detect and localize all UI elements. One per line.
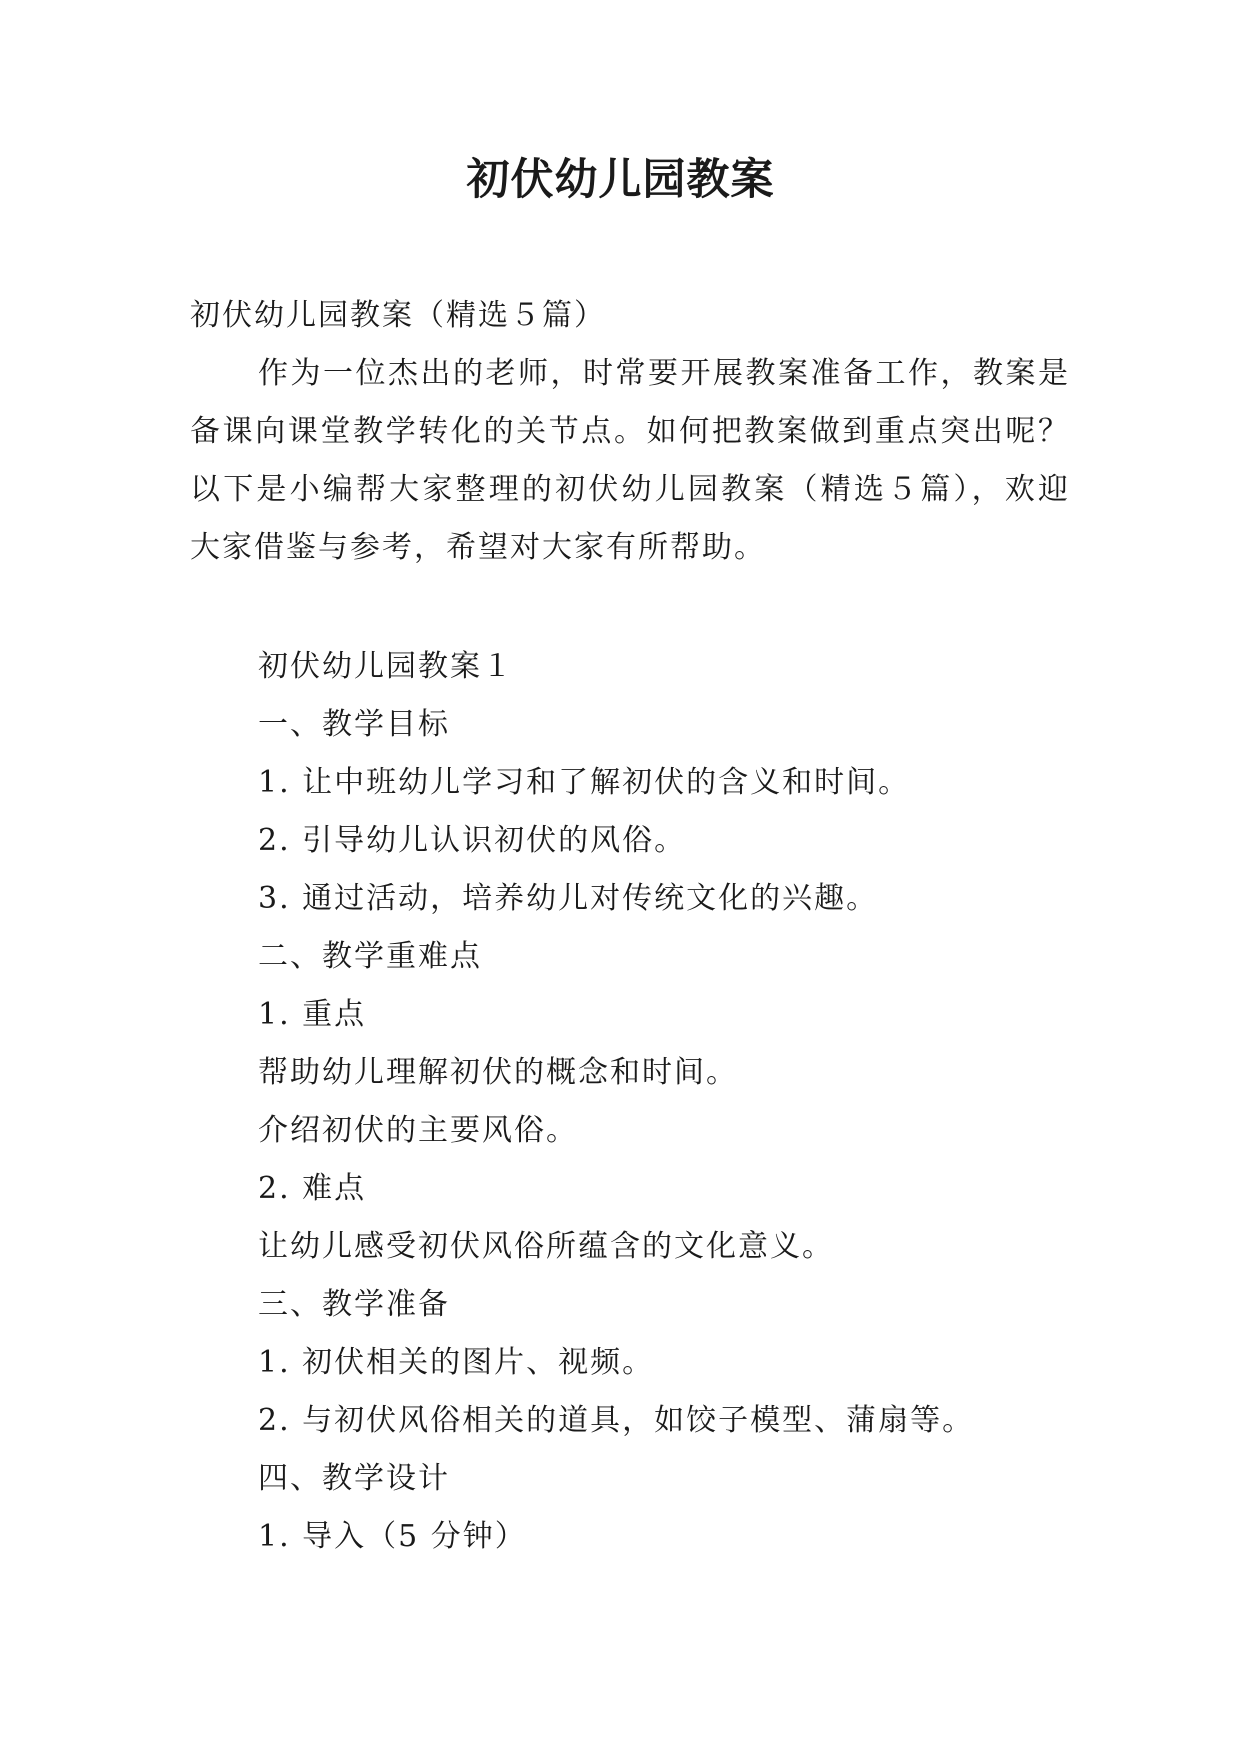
heading-teaching-design: 四、教学设计: [258, 1461, 450, 1496]
text-line: 介绍初伏的主要风俗。: [258, 1113, 578, 1148]
text-line: 让幼儿感受初伏风俗所蕴含的文化意义。: [258, 1229, 834, 1264]
page-title: 初伏幼儿园教案: [466, 155, 775, 205]
intro-paragraph: 作为一位杰出的老师，时常要开展教案准备工作，教案是备课向课堂教学转化的关节点。如何把教案做到重点突出呢？以下是小编帮大家整理的初伏幼儿园教案（精选５篇），欢迎大家借鉴与参考，希望对大家有所帮助。: [190, 356, 1070, 565]
list-item: 1. 初伏相关的图片、视频。: [258, 1345, 655, 1380]
document-subtitle: 初伏幼儿园教案（精选５篇）: [190, 298, 606, 333]
heading-key-difficulties: 二、教学重难点: [258, 939, 482, 974]
section-heading: 初伏幼儿园教案１: [258, 649, 514, 684]
list-item: 3. 通过活动，培养幼儿对传统文化的兴趣。: [258, 881, 879, 916]
list-item: 1. 导入（5 分钟）: [258, 1519, 527, 1554]
list-item: 2. 与初伏风俗相关的道具，如饺子模型、蒲扇等。: [258, 1403, 975, 1438]
heading-preparation: 三、教学准备: [258, 1287, 450, 1322]
heading-teaching-goals: 一、教学目标: [258, 707, 450, 742]
text-line: 帮助幼儿理解初伏的概念和时间。: [258, 1055, 738, 1090]
list-item: 1. 重点: [258, 997, 367, 1032]
list-item: 1. 让中班幼儿学习和了解初伏的含义和时间。: [258, 765, 911, 800]
list-item: 2. 难点: [258, 1171, 367, 1206]
lesson-content: [258, 638, 1078, 1566]
list-item: 2. 引导幼儿认识初伏的风俗。: [258, 823, 687, 858]
